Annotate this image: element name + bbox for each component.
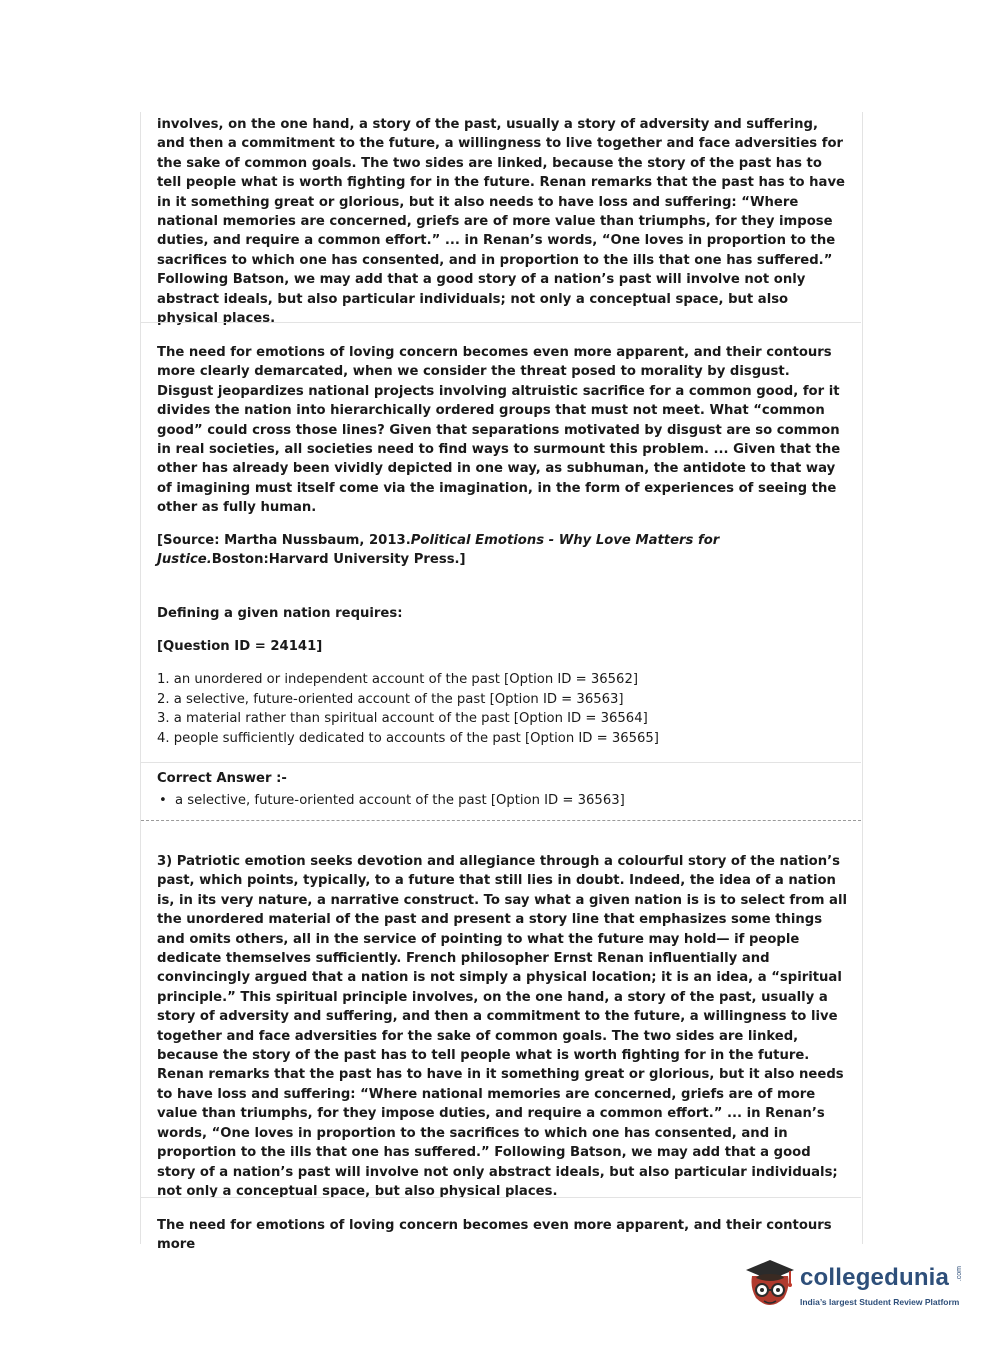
- logo-tagline: India’s largest Student Review Platform: [800, 1297, 960, 1307]
- option-1: 1. an unordered or independent account of the past [Option ID = 36562]: [157, 672, 638, 687]
- option-4: 4. people sufficiently dedicated to accounts of the past [Option ID = 36565]: [157, 730, 659, 746]
- source-title-2: Justice.: [157, 552, 212, 568]
- mascot-icon: [742, 1254, 798, 1318]
- collegedunia-logo[interactable]: [742, 1250, 972, 1322]
- source-suffix: Boston:Harvard University Press.]: [211, 552, 466, 568]
- passage-b-paragraph-2: The need for emotions of loving concern becomes even more apparent, and their contours more: [157, 1218, 832, 1253]
- section-divider: [141, 322, 861, 323]
- option-3: 3. a material rather than spiritual account of the past [Option ID = 36564]: [157, 711, 648, 727]
- passage-b-paragraph-1: 3) Patriotic emotion seeks devotion and allegiance through a colourful story of the nation’s past, which points, typically, to a future that still lies in doubt. Indeed, the idea of a nation is, in its very nature, a narrative construct. To say what a given nation is is to select from all the unordered material of the past and present a story line that emphasizes some things and omits others, all in the service of pointing to what the future may hold— if people dedicate themselves sufficiently. French philosopher Ernst Renan influentially and convincingly argued that a nation is not simply a physical location; it is an idea, a “spiritual principle.” This spiritual principle involves, on the one hand, a story of the past, usually a story of adversity and suffering, and then a commitment to the future, a willingness to live together and face adversities for the sake of common goals. The two sides are linked, because the story of the past has to tell people what is worth fighting for in the future. Renan remarks that the past has to have in it something great or glorious, but it also needs to have loss and suffering: “Where national memories are concerned, griefs are of more value than triumphs, for they impose duties, and require a common effort.” ... in Renan’s words, “One loves in proportion to the sacrifices to which one has consented, and in proportion to the ills that one has suffered.” Following Batson, we may add that a good story of a nation’s past will involve not only abstract ideals, but also particular individuals; not only a conceptual space, but also physical places.: [157, 854, 847, 1199]
- logo-com: .com: [956, 1266, 963, 1282]
- correct-answer-item: [157, 791, 847, 811]
- logo-wordmark: collegedunia: [800, 1264, 950, 1291]
- passage-a-paragraph-2: The need for emotions of loving concern becomes even more apparent, and their contours more clearly demarcated, when we consider the threat posed to morality by disgust. Disgust jeopardizes national projects involving altruistic sacrifice for a common good, for it divides the nation into hierarchically ordered groups that must not meet. What “common good” could cross those lines? Given that separations motivated by disgust are so common in real societies, all societies need to find ways to surmount this problem. ... Given that the other has already been vividly depicted in one way, as subhuman, the antidote to that way of imagining must itself come via the imagination, in the form of experiences of seeing the other as fully human.: [157, 345, 841, 516]
- source-title-1: Political Emotions - Why Love Matters for: [410, 533, 720, 548]
- correct-answer-value: a selective, future-oriented account of the past [Option ID = 36563]: [175, 793, 625, 808]
- bullet-icon: •: [159, 793, 167, 808]
- answer-divider: [141, 762, 861, 763]
- source-citation: [157, 531, 847, 570]
- question-stem: Defining a given nation requires:: [157, 606, 403, 621]
- options-list: [157, 670, 847, 748]
- section-divider-2: [141, 1197, 861, 1198]
- option-2: 2. a selective, future-oriented account of the past [Option ID = 36563]: [157, 691, 624, 707]
- source-prefix: [Source: Martha Nussbaum, 2013.: [157, 533, 411, 548]
- passage-a-paragraph-1: involves, on the one hand, a story of the past, usually a story of adversity and suffering, and then a commitment to the future, a willingness to live together and face adversities for the sake of common goals. The two sides are linked, because the story of the past has to tell people what is worth fighting for in the future. Renan remarks that the past has to have in it something great or glorious, but it also needs to have loss and suffering: “Where national memories are concerned, griefs are of more value than triumphs, for they impose duties, and require a common effort.” ... in Renan’s words, “One loves in proportion to the sacrifices to which one has consented, and in proportion to the ills that one has suffered.” Following Batson, we may add that a good story of a nation’s past will involve not only abstract ideals, but also particular individuals; not only a conceptual space, but also physical places.: [157, 117, 845, 327]
- question-id: [Question ID = 24141]: [157, 639, 323, 654]
- correct-answer-label: Correct Answer :-: [157, 771, 287, 786]
- question-separator: [141, 820, 861, 821]
